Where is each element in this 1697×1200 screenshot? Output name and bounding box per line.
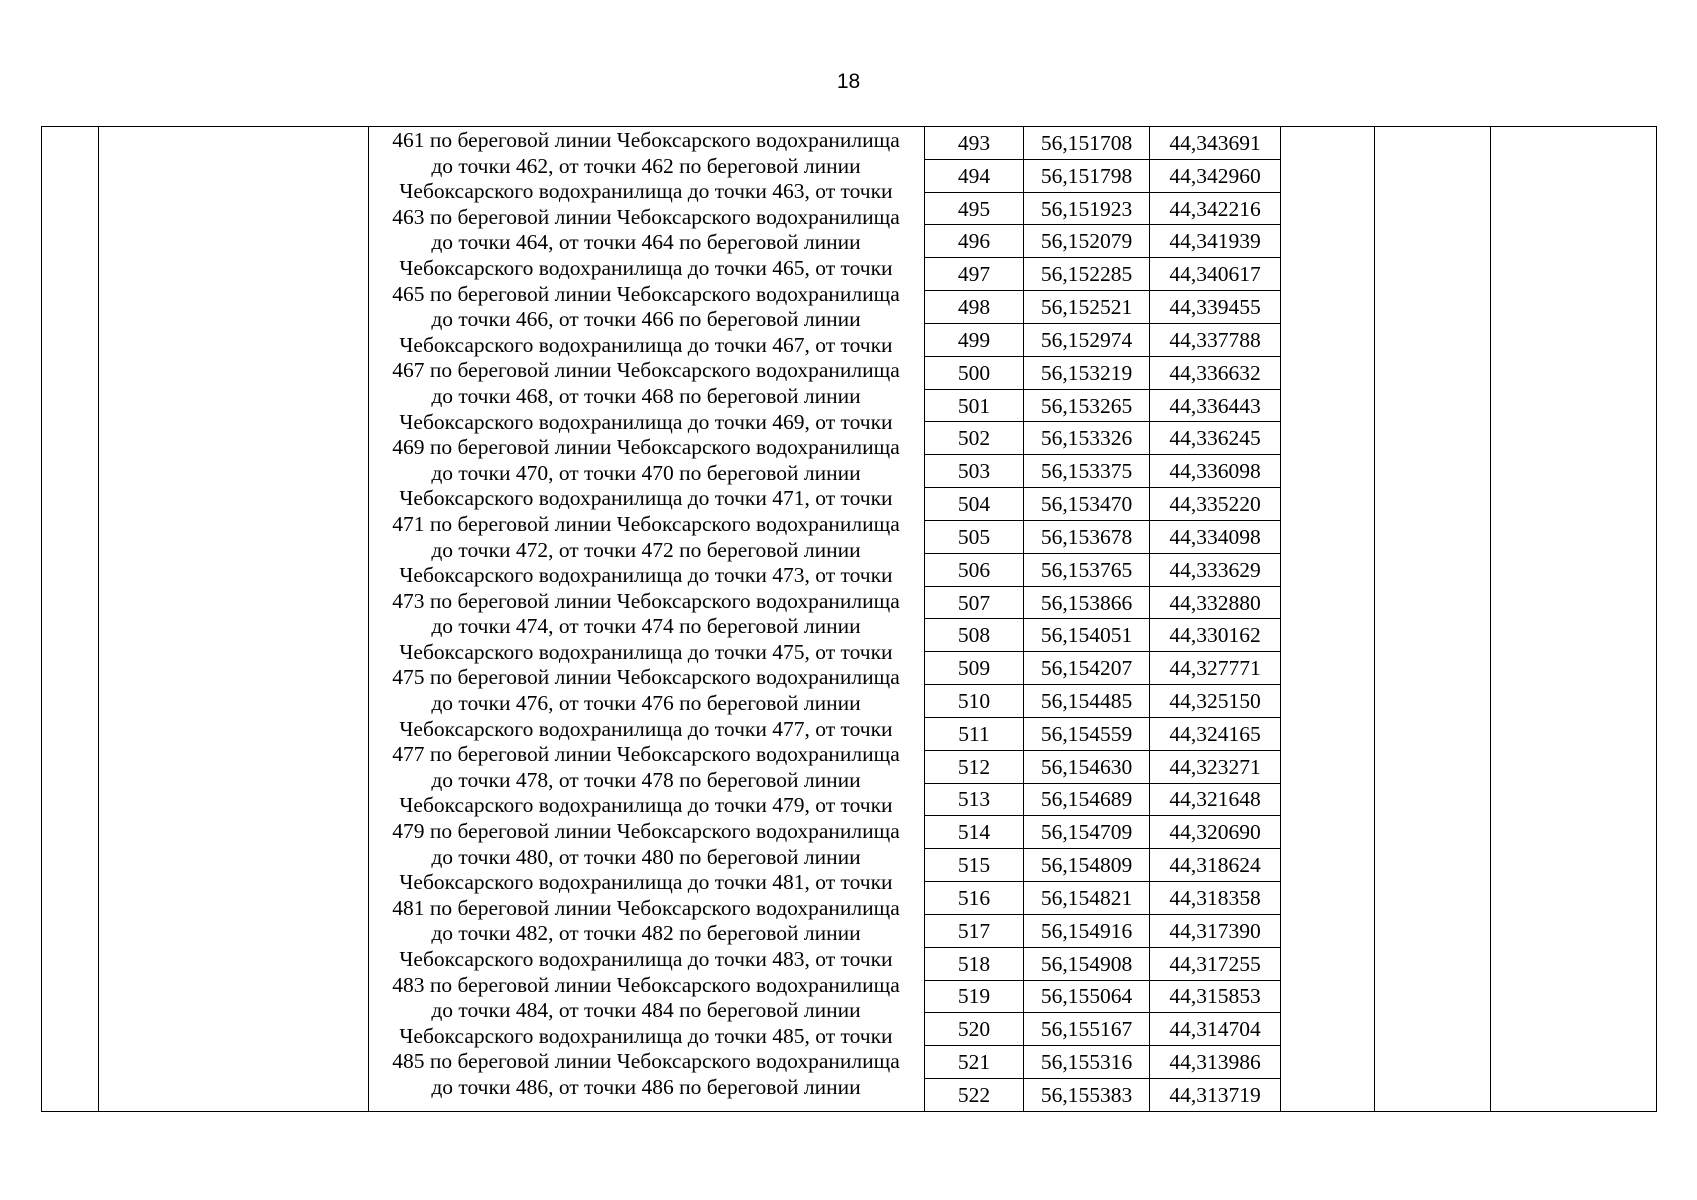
latitude-cell: 56,151923 xyxy=(1024,192,1150,225)
point-number-cell: 509 xyxy=(925,652,1024,685)
longitude-cell: 44,342216 xyxy=(1150,192,1281,225)
table-row xyxy=(925,422,1281,455)
longitude-cell: 44,318624 xyxy=(1150,849,1281,882)
page-number: 18 xyxy=(836,70,861,93)
table-row xyxy=(925,258,1281,291)
table-row xyxy=(925,750,1281,783)
description-line: до точки 472, от точки 472 по береговой линии xyxy=(431,537,861,562)
description-line: до точки 480, от точки 480 по береговой линии xyxy=(431,844,861,869)
point-number-cell: 497 xyxy=(925,258,1024,291)
table-row xyxy=(925,783,1281,816)
point-number-cell: 519 xyxy=(925,980,1024,1013)
longitude-cell: 44,336443 xyxy=(1150,389,1281,422)
latitude-cell: 56,154689 xyxy=(1024,783,1150,816)
latitude-cell: 56,151708 xyxy=(1024,127,1150,160)
table-row xyxy=(925,291,1281,324)
description-line: до точки 484, от точки 484 по береговой линии xyxy=(431,998,861,1023)
description-line: до точки 474, от точки 474 по береговой линии xyxy=(431,614,861,639)
point-number-cell: 521 xyxy=(925,1046,1024,1079)
latitude-cell: 56,154559 xyxy=(1024,717,1150,750)
description-line: до точки 476, от точки 476 по береговой линии xyxy=(431,691,861,716)
description-line: Чебоксарского водохранилища до точки 463, от точки xyxy=(399,179,893,204)
table-row xyxy=(925,882,1281,915)
point-number-cell: 501 xyxy=(925,389,1024,422)
latitude-cell: 56,154709 xyxy=(1024,816,1150,849)
latitude-cell: 56,152079 xyxy=(1024,225,1150,258)
description-line: Чебоксарского водохранилища до точки 465, от точки xyxy=(399,255,893,280)
latitude-cell: 56,151798 xyxy=(1024,159,1150,192)
latitude-cell: 56,153265 xyxy=(1024,389,1150,422)
description-line: 485 по береговой линии Чебоксарского водохранилища xyxy=(392,1049,900,1074)
table-row xyxy=(925,192,1281,225)
latitude-cell: 56,155383 xyxy=(1024,1079,1150,1112)
description-line: до точки 482, от точки 482 по береговой линии xyxy=(431,921,861,946)
table-row xyxy=(925,389,1281,422)
description-line: 467 по береговой линии Чебоксарского водохранилища xyxy=(392,358,900,383)
longitude-cell: 44,327771 xyxy=(1150,652,1281,685)
latitude-cell: 56,153375 xyxy=(1024,455,1150,488)
point-number-cell: 508 xyxy=(925,619,1024,652)
latitude-cell: 56,152285 xyxy=(1024,258,1150,291)
latitude-cell: 56,155167 xyxy=(1024,1013,1150,1046)
description-line: до точки 470, от точки 470 по береговой линии xyxy=(431,460,861,485)
latitude-cell: 56,153326 xyxy=(1024,422,1150,455)
table-row xyxy=(925,159,1281,192)
table-row xyxy=(925,717,1281,750)
longitude-cell: 44,336098 xyxy=(1150,455,1281,488)
description-line: до точки 464, от точки 464 по береговой линии xyxy=(431,230,861,255)
longitude-cell: 44,325150 xyxy=(1150,685,1281,718)
description-line: Чебоксарского водохранилища до точки 483, от точки xyxy=(399,947,893,971)
longitude-cell: 44,315853 xyxy=(1150,980,1281,1013)
description-line: 463 по береговой линии Чебоксарского водохранилища xyxy=(392,204,900,229)
latitude-cell: 56,155064 xyxy=(1024,980,1150,1013)
description-line: 475 по береговой линии Чебоксарского водохранилища xyxy=(392,665,900,690)
description-line: Чебоксарского водохранилища до точки 475, от точки xyxy=(399,639,893,664)
longitude-cell: 44,337788 xyxy=(1150,323,1281,356)
longitude-cell: 44,333629 xyxy=(1150,553,1281,586)
latitude-cell: 56,153765 xyxy=(1024,553,1150,586)
longitude-cell: 44,341939 xyxy=(1150,225,1281,258)
description-line: 479 по береговой линии Чебоксарского водохранилища xyxy=(392,819,900,844)
point-number-cell: 504 xyxy=(925,488,1024,521)
table-row xyxy=(925,849,1281,882)
table-row xyxy=(925,980,1281,1013)
latitude-cell: 56,153470 xyxy=(1024,488,1150,521)
table-row xyxy=(925,488,1281,521)
table-row xyxy=(925,685,1281,718)
latitude-cell: 56,155316 xyxy=(1024,1046,1150,1079)
longitude-cell: 44,335220 xyxy=(1150,488,1281,521)
table-row xyxy=(925,225,1281,258)
longitude-cell: 44,336632 xyxy=(1150,356,1281,389)
boundary-description-cell xyxy=(370,126,922,1112)
point-number-cell: 502 xyxy=(925,422,1024,455)
latitude-cell: 56,153219 xyxy=(1024,356,1150,389)
description-line: 465 по береговой линии Чебоксарского водохранилища xyxy=(392,281,900,306)
description-line: Чебоксарского водохранилища до точки 481, от точки xyxy=(399,870,893,895)
latitude-cell: 56,154821 xyxy=(1024,882,1150,915)
point-number-cell: 520 xyxy=(925,1013,1024,1046)
longitude-cell: 44,321648 xyxy=(1150,783,1281,816)
table-row xyxy=(925,455,1281,488)
longitude-cell: 44,330162 xyxy=(1150,619,1281,652)
table-row xyxy=(925,947,1281,980)
latitude-cell: 56,154051 xyxy=(1024,619,1150,652)
longitude-cell: 44,334098 xyxy=(1150,520,1281,553)
point-number-cell: 507 xyxy=(925,586,1024,619)
table-row xyxy=(925,652,1281,685)
latitude-cell: 56,154207 xyxy=(1024,652,1150,685)
point-number-cell: 514 xyxy=(925,816,1024,849)
latitude-cell: 56,153678 xyxy=(1024,520,1150,553)
description-line: до точки 462, от точки 462 по береговой линии xyxy=(431,153,861,178)
point-number-cell: 503 xyxy=(925,455,1024,488)
latitude-cell: 56,152974 xyxy=(1024,323,1150,356)
description-line: 469 по береговой линии Чебоксарского водохранилища xyxy=(392,435,900,460)
column-divider xyxy=(1374,126,1375,1112)
table-row xyxy=(925,586,1281,619)
point-number-cell: 496 xyxy=(925,225,1024,258)
table-row xyxy=(925,619,1281,652)
longitude-cell: 44,317390 xyxy=(1150,914,1281,947)
point-number-cell: 512 xyxy=(925,750,1024,783)
point-number-cell: 518 xyxy=(925,947,1024,980)
point-number-cell: 522 xyxy=(925,1079,1024,1112)
description-line: до точки 478, от точки 478 по береговой линии xyxy=(431,767,861,792)
latitude-cell: 56,152521 xyxy=(1024,291,1150,324)
table-row xyxy=(925,816,1281,849)
description-line: Чебоксарского водохранилища до точки 477, от точки xyxy=(399,716,893,741)
description-line: Чебоксарского водохранилища до точки 467, от точки xyxy=(399,332,893,357)
longitude-cell: 44,343691 xyxy=(1150,127,1281,160)
longitude-cell: 44,339455 xyxy=(1150,291,1281,324)
description-line: до точки 466, от точки 466 по береговой линии xyxy=(431,307,861,332)
point-number-cell: 506 xyxy=(925,553,1024,586)
table-row xyxy=(925,553,1281,586)
longitude-cell: 44,313719 xyxy=(1150,1079,1281,1112)
longitude-cell: 44,324165 xyxy=(1150,717,1281,750)
table-row xyxy=(925,1079,1281,1112)
column-divider xyxy=(98,126,99,1112)
latitude-cell: 56,153866 xyxy=(1024,586,1150,619)
table-row xyxy=(925,356,1281,389)
description-line: 473 по береговой линии Чебоксарского водохранилища xyxy=(392,588,900,613)
description-line: 481 по береговой линии Чебоксарского водохранилища xyxy=(392,895,900,920)
description-line: Чебоксарского водохранилища до точки 471, от точки xyxy=(399,486,893,511)
longitude-cell: 44,314704 xyxy=(1150,1013,1281,1046)
point-number-cell: 493 xyxy=(925,127,1024,160)
longitude-cell: 44,342960 xyxy=(1150,159,1281,192)
latitude-cell: 56,154916 xyxy=(1024,914,1150,947)
latitude-cell: 56,154908 xyxy=(1024,947,1150,980)
point-number-cell: 498 xyxy=(925,291,1024,324)
point-number-cell: 505 xyxy=(925,520,1024,553)
latitude-cell: 56,154809 xyxy=(1024,849,1150,882)
coordinates-table xyxy=(924,126,1281,1112)
description-line: Чебоксарского водохранилища до точки 473, от точки xyxy=(399,563,893,588)
point-number-cell: 495 xyxy=(925,192,1024,225)
point-number-cell: 516 xyxy=(925,882,1024,915)
longitude-cell: 44,318358 xyxy=(1150,882,1281,915)
column-divider xyxy=(368,126,369,1112)
description-line: Чебоксарского водохранилища до точки 469, от точки xyxy=(399,409,893,434)
point-number-cell: 510 xyxy=(925,685,1024,718)
point-number-cell: 515 xyxy=(925,849,1024,882)
description-line: до точки 486, от точки 486 по береговой линии xyxy=(431,1074,861,1099)
longitude-cell: 44,336245 xyxy=(1150,422,1281,455)
description-line: 461 по береговой линии Чебоксарского водохранилища xyxy=(392,128,900,152)
longitude-cell: 44,340617 xyxy=(1150,258,1281,291)
point-number-cell: 500 xyxy=(925,356,1024,389)
description-line: 477 по береговой линии Чебоксарского водохранилища xyxy=(392,742,900,767)
description-line: 471 по береговой линии Чебоксарского водохранилища xyxy=(392,511,900,536)
description-line: 483 по береговой линии Чебоксарского водохранилища xyxy=(392,972,900,997)
table-row xyxy=(925,323,1281,356)
latitude-cell: 56,154485 xyxy=(1024,685,1150,718)
point-number-cell: 494 xyxy=(925,159,1024,192)
longitude-cell: 44,313986 xyxy=(1150,1046,1281,1079)
table-row xyxy=(925,520,1281,553)
longitude-cell: 44,332880 xyxy=(1150,586,1281,619)
point-number-cell: 499 xyxy=(925,323,1024,356)
column-divider xyxy=(1490,126,1491,1112)
longitude-cell: 44,317255 xyxy=(1150,947,1281,980)
table-row xyxy=(925,914,1281,947)
longitude-cell: 44,320690 xyxy=(1150,816,1281,849)
longitude-cell: 44,323271 xyxy=(1150,750,1281,783)
table-row xyxy=(925,1013,1281,1046)
table-row xyxy=(925,1046,1281,1079)
latitude-cell: 56,154630 xyxy=(1024,750,1150,783)
point-number-cell: 513 xyxy=(925,783,1024,816)
description-line: Чебоксарского водохранилища до точки 479, от точки xyxy=(399,793,893,818)
description-line: до точки 468, от точки 468 по береговой линии xyxy=(431,383,861,408)
point-number-cell: 511 xyxy=(925,717,1024,750)
table-row xyxy=(925,127,1281,160)
point-number-cell: 517 xyxy=(925,914,1024,947)
description-line: Чебоксарского водохранилища до точки 485, от точки xyxy=(399,1023,893,1048)
